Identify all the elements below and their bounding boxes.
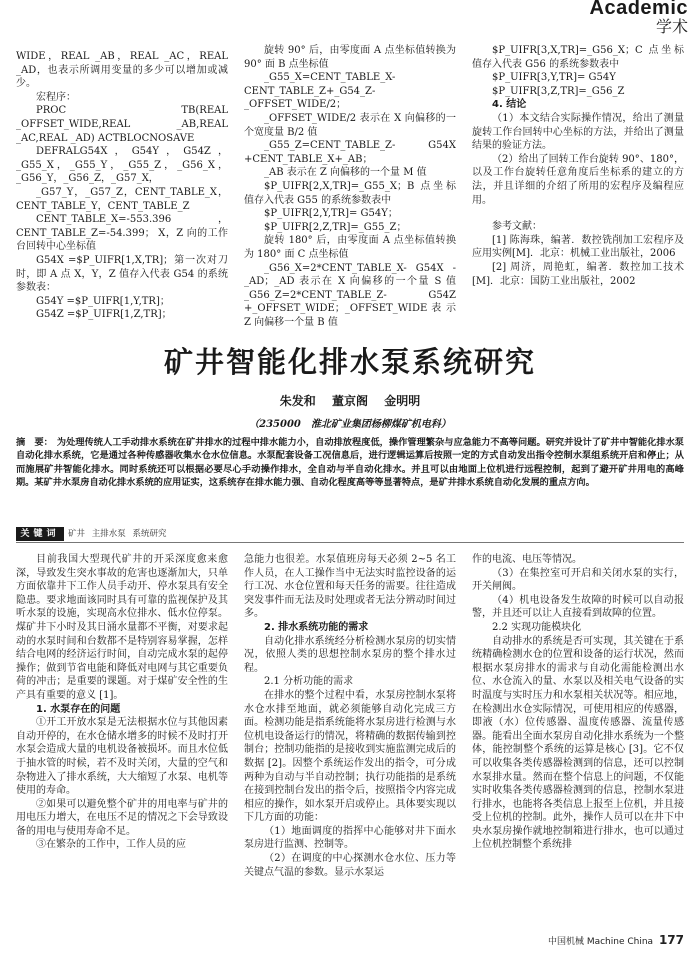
- brand-chinese: 学术: [655, 17, 688, 36]
- author-name: 朱发和: [279, 394, 316, 408]
- code-line: _G56_X=2*CENT_TABLE_X- G54X -_AD；_AD 表示在 X 向偏移的一个量 S 值 _G56_Z=2*CENT_TABLE_Z- G54Z +_OFFSET_WIDE；_OFFSET_WIDE 表 示 Z 向偏移一个量 B 值: [244, 262, 456, 328]
- code-line: _G55_Z=CENT_TABLE_Z- G54X +CENT_TABLE_X+_AB；: [244, 140, 456, 165]
- abstract-label: 摘 要：: [16, 437, 53, 448]
- reference-item: [1] 陈海珠，编著．数控铣削加工宏程序及应用实例[M]．北京：机械工业出版社，2006: [472, 234, 684, 260]
- paragraph: 宏程序：: [36, 91, 76, 103]
- keyword: 系统研究: [132, 529, 167, 539]
- code-line: $P_UIFR[3,Z,TR]=_G56_Z: [492, 85, 625, 97]
- keyword: 主排水泵: [91, 529, 126, 539]
- paragraph: 旋转 180° 后，由零度面 A 点坐标值转换为 180° 面 C 点坐标值: [244, 235, 456, 260]
- subsection-heading: 2.2 实现功能模块化: [492, 621, 582, 633]
- code-line: _AB 表示在 Z 向偏移的一个量 M 值: [264, 167, 427, 179]
- body-column-1: [16, 553, 228, 918]
- paragraph: （1）本文结合实际操作情况，给出了测量旋转工作台回转中心坐标的方法，并给出了测量结果的验证方法。: [472, 112, 684, 152]
- author-list: [0, 392, 700, 409]
- code-line: $P_UIFR[2,X,TR]=_G55_X；B 点坐标值存入代表 G55 的系统参数表中: [244, 180, 456, 206]
- paragraph: 旋转 90° 后，由零度面 A 点坐标值转换为 90° 面 B 点坐标值: [244, 45, 456, 70]
- prev-article-column-2: [244, 44, 456, 330]
- paragraph: 作的电流、电压等情况。: [472, 554, 582, 565]
- code-line: _G55_X=CENT_TABLE_X-CENT_TABLE_Z+_G54_Z-_OFFSET_WIDE/2；: [244, 72, 396, 111]
- code-line: $P_UIFR[3,Y,TR]= G54Y: [492, 72, 616, 84]
- author-name: 金明明: [384, 394, 421, 408]
- journal-brand: [590, 0, 689, 36]
- section-heading-conclusion: 4. 结论: [492, 99, 527, 111]
- keywords-label: 关键词: [16, 527, 64, 541]
- page-number: 177: [658, 933, 684, 947]
- code-line: G54Y =$P_UIFR[1,Y,TR]；: [36, 295, 170, 307]
- code-line: $P_UIFR[3,X,TR]=_G56_X；C 点坐标值存入代表 G56 的系统参数表中: [472, 45, 684, 70]
- paragraph: WIDE，REAL _AB，REAL _AC，REAL _AD，也表示所调用变量的多少可以增加或减少。: [16, 51, 228, 90]
- code-line: CENT_TABLE_X=-553.396，CENT_TABLE_Z=-54.399； X，Z 向的工作台回转中心坐标值: [16, 214, 228, 253]
- code-line: _OFFSET_WIDE/2 表示在 X 向偏移的一个宽度量 B/2 值: [244, 112, 456, 138]
- code-line: G54X =$P_UIFR[1,X,TR]；第一次对刀时，即 A 点 X，Y，Z 值存入代表 G54 的系统参数表：: [16, 254, 228, 294]
- keywords-bar: [16, 527, 684, 542]
- affiliation: （235000 淮北矿业集团杨柳煤矿机电科）: [249, 419, 451, 430]
- page-footer: [548, 933, 684, 947]
- code-line: $P_UIFR[2,Z,TR]=_G55_Z；: [264, 221, 407, 233]
- paragraph: 自动排水的系统是否可实现，其关键在于系统精确检测水仓的位置和设备的运行状况，然而根据水泵房排水的需求与自动化需能检测出水位、水仓流入的量、水泵以及相关电气设备的实时温度与实时压力和水泵相关状况等。相应地，在检测出水仓实际情况，可使用相应的传感器，即液（水）位传感器、温度传感器、流量传感器。能看出全面水泵房自动化排水系统为一个整体，能控制整个系统的运算是核心 [3]。它不仅可以收集各类传感器检测到的信息，还可以控制水泵排水量。然而在整个信息上的问题，不仅能实时收集各类传感器检测到的信息，控制水泵进行排水，也能将各类信息上报至上位机，并且接受上位机的控制。此外，操作人员可以在井下中央水泵房操作就地控制箱进行排水，也可以通过上位机控制整个系统排: [472, 635, 684, 851]
- author-name: 董京阁: [331, 394, 368, 408]
- abstract-text: 为处理传统人工手动排水系统在矿井排水的过程中排水能力小，自动排放程度低，操作管理繁杂与应急能力不高等问题。研究并设计了矿井中智能化排水泵自动化排水系统，它是通过各种传感器收集水仓水位信息。水泵配套设备工况信息后，进行逻辑运算后按照一定的方式自动发出指令控制水泵组系统开启和停止；从而施展矿井智能化排水。同时系统还可以根据必要尽心手动操作排水，全自动与半自动化排水。并且可以由地面上位机进行远程控制，起到了避开矿井用电的高峰期。某矿井水泵房自动化排水系统的应用证实，这系统存在排水能力强、自动化程度高等等显著特点，是矿井排水系统自动化发展的重点方向。: [16, 437, 684, 489]
- code-line: DEFRALG54X，G54Y，G54Z，_G55_X，_G55_Y，_G55_Z，_G56_X，_G56_Y，_G56_Z，_G57_X，: [16, 146, 228, 185]
- references-heading: 参考文献：: [492, 221, 542, 233]
- paragraph: ②如果可以避免整个矿井的用电率与矿井的用电压力增大，在电压不足的情况之下会导致设备的用电与使用寿命不足。: [16, 798, 228, 837]
- paragraph: 急能力也很差。水泵值班房每天必须 2~5 名工作人员，在人工操作当中无法实时监控设备的运行工况、水仓位置和每天任务的需要。往往造成突发事件而无法及时处理或者无法分辨动时间过多。: [244, 554, 456, 620]
- prev-article-column-3: [472, 44, 684, 330]
- section-heading: 2. 排水系统功能的需求: [264, 621, 369, 633]
- journal-name: 中国机械 Machine China: [547, 937, 654, 947]
- body-column-3: [472, 553, 684, 918]
- subsection-heading: 2.1 分析功能的需求: [264, 676, 354, 688]
- list-item: （3）在集控室可开启和关闭水泵的实行，开关闸阀。: [472, 567, 684, 593]
- paragraph: ①开工开放水泵是无法根据水位与其他因素自动开停的，在水仓储水增多的时候不及时打开水泵会造成大量的电机设备被损坏。而且水位低于抽水管的时候，若不及时关闭，大量的空气和杂物进入了排水系统，大大缩短了水泵、电机等使用的寿命。: [16, 717, 228, 797]
- keywords-list: [68, 527, 166, 541]
- keyword: 矿井: [68, 529, 86, 539]
- code-line: G54Z =$P_UIFR[1,Z,TR]；: [36, 309, 172, 321]
- reference-item: [2] 周济，周艳虹，编著．数控加工技术[M]．北京：国防工业出版社，2002: [472, 261, 684, 287]
- divider: [16, 542, 684, 543]
- list-item: （1）地面调度的指挥中心能够对井下面水泵房进行监测、控制等。: [244, 825, 456, 851]
- body-column-2: [244, 553, 456, 918]
- paragraph: 目前我国大型现代矿井的开采深度愈来愈深，导致发生突水事故的危害也逐渐加大，只单方面依靠井下工作人员手动开、停水泵具有安全隐患。要求地面该同时具有可靠的监视保护及其听水泵的设施，实现高水位排水、低水位停泵。煤矿井下小时及其日涌水量都不平衡，对要求起动的水泵时间和台数都不是特别容易掌握，怎样结合电网的经济运行时间，自动完成水泵的起停操作；做到节省电能和降低对电网与其它重要负荷的冲击；是重要的课题。对于煤矿安全性的生产具有重要的意义 [1]。: [16, 554, 228, 701]
- abstract: [16, 436, 684, 490]
- article-title: 矿井智能化排水泵系统研究: [163, 345, 536, 379]
- paragraph: （2）给出了回转工作台旋转 90°、180°，以及工作台旋转任意角度后坐标系的建立的方法，并且详细的介绍了所用的宏程序及编程应用。: [472, 153, 684, 206]
- code-line: $P_UIFR[2,Y,TR]= G54Y；: [264, 208, 398, 220]
- paragraph: 自动化排水系统经分析检测水泵房的切实情况，依照人类的思想控制水泵房的整个排水过程。: [244, 635, 456, 674]
- section-heading: 1. 水泵存在的问题: [36, 703, 121, 715]
- paragraph: ③在繁杂的工作中，工作人员的应: [36, 839, 186, 851]
- prev-article-column-1: [16, 50, 228, 330]
- paragraph: 在排水的整个过程中看，水泵房控制水泵将水仓水排至地面，就必须能够自动化完成三方面。检测功能是指系统能将水泵房进行检测与水位机电设备运行的情况，将精确的数据传输到控制台；控制功能指的是接收到实施监测完成后的数据 [2]。因整个系统运作发出的指令，可分成两种为自动与半自动控制；执行功能指的是系统在接到控制台发出的指令后，按照指令内容完成相应的操作，如水泵开启或停止。具体要实现以下几方面的功能：: [244, 689, 456, 824]
- list-item: （2）在调度的中心探测水仓水位、压力等关键点气温的参数。显示水泵运: [244, 853, 456, 878]
- code-line: _G57_Y，_G57_Z，CENT_TABLE_X，CENT_TABLE_Y，CENT_TABLE_Z: [16, 186, 228, 212]
- code-line: PROC TB(REAL _OFFSET_WIDE,REAL _AB,REAL _AC,REAL _AD) ACTBLOCNOSAVE: [16, 105, 228, 144]
- brand-english: Academic: [589, 0, 688, 19]
- list-item: （4）机电设备发生故障的时候可以自动报警，并且还可以让人直接看到故障的位置。: [472, 594, 684, 620]
